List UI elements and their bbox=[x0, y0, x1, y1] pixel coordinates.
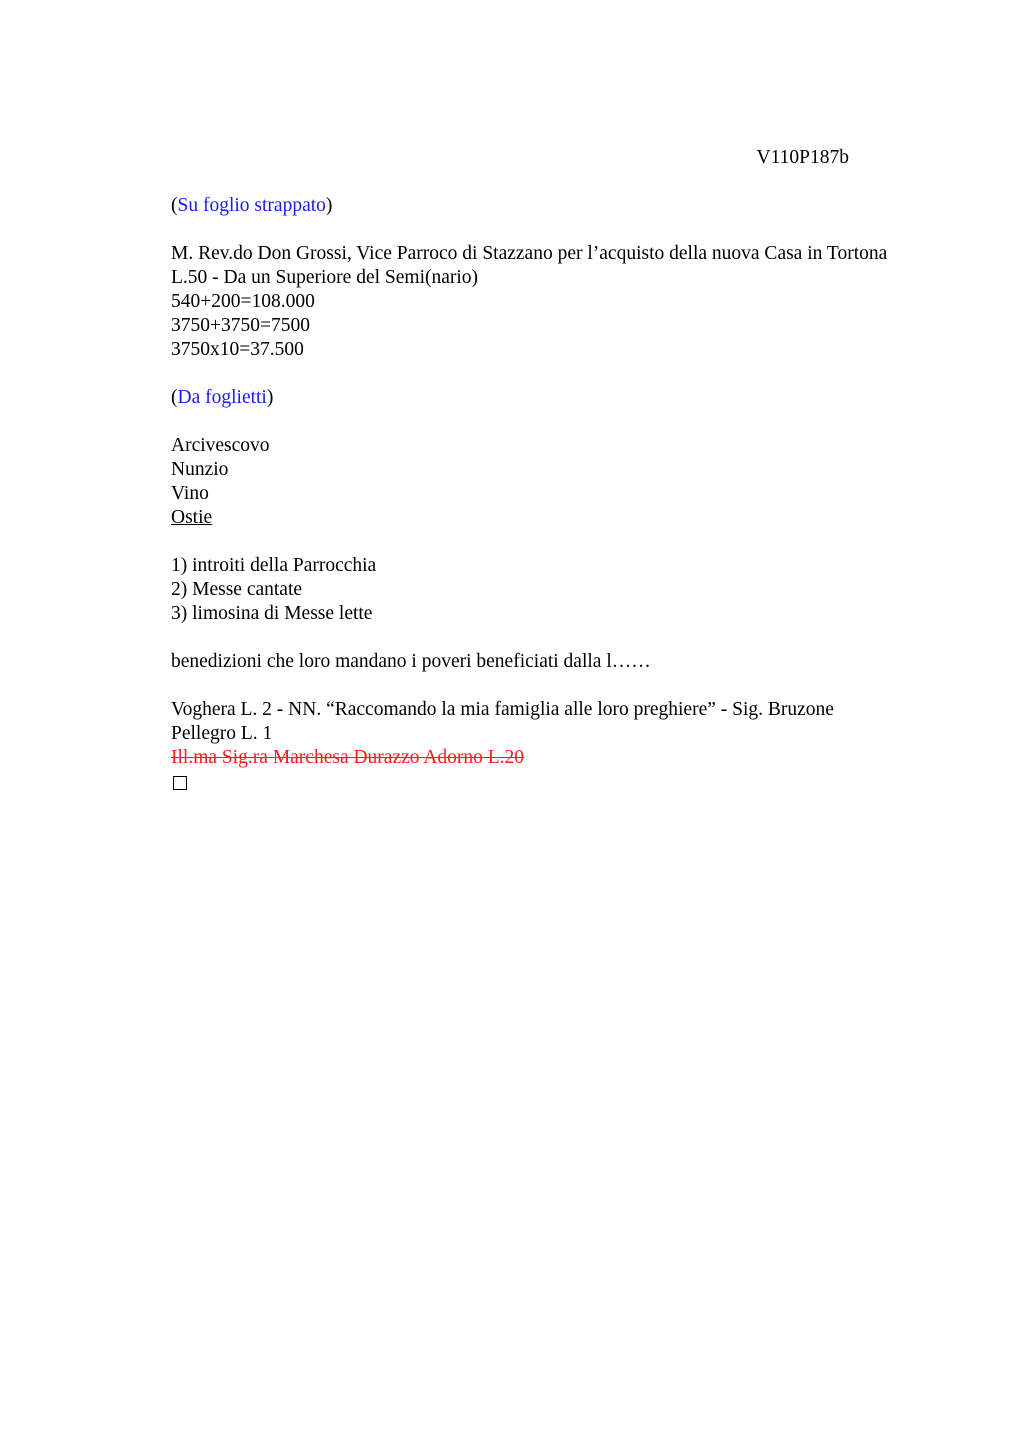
section-heading-torn-sheet bbox=[171, 194, 891, 218]
reference-code: V110P187b bbox=[756, 147, 849, 168]
list-item: 2) Messe cantate bbox=[171, 579, 303, 600]
calc-line: 3750+3750=7500 bbox=[171, 315, 310, 336]
calc-line: 540+200=108.000 bbox=[171, 291, 315, 312]
open-paren: ( bbox=[171, 195, 178, 216]
section-heading-leaflets bbox=[171, 386, 891, 410]
blessings-paragraph bbox=[171, 650, 891, 674]
close-paren: ) bbox=[266, 387, 274, 408]
list-item: Vino bbox=[171, 483, 209, 504]
calc-line: 3750x10=37.500 bbox=[171, 339, 304, 360]
open-paren: ( bbox=[171, 387, 178, 408]
list-item: 3) limosina di Messe lette bbox=[171, 603, 373, 624]
struck-through-line: Ill.ma Sig.ra Marchesa Durazzo Adorno L.20 bbox=[171, 747, 525, 768]
section-label: Su foglio strappato bbox=[177, 195, 326, 216]
underlined-text: Ostie bbox=[171, 507, 213, 528]
offerings-text: Voghera L. 2 - NN. “Raccomando la mia famiglia alle loro preghiere” - Sig. Bruzone Pellegro L. 1 bbox=[171, 699, 834, 744]
recipients-list bbox=[171, 434, 891, 530]
list-item-underlined bbox=[171, 506, 891, 530]
list-item: Nunzio bbox=[171, 459, 229, 480]
blessings-text: benedizioni che loro mandano i poveri beneficiati dalla l…… bbox=[171, 651, 651, 672]
donation-text: M. Rev.do Don Grossi, Vice Parroco di Stazzano per l’acquisto della nuova Casa in Tortona L.50 - Da un Superiore del Semi(nario) bbox=[171, 243, 888, 288]
close-paren: ) bbox=[325, 195, 333, 216]
list-item: 1) introiti della Parrocchia bbox=[171, 555, 377, 576]
section-label: Da foglietti bbox=[177, 387, 267, 408]
document-body bbox=[171, 194, 891, 797]
numbered-list bbox=[171, 554, 891, 626]
donation-paragraph bbox=[171, 242, 891, 362]
empty-checkbox-icon bbox=[173, 776, 187, 790]
offerings-paragraph bbox=[171, 698, 891, 797]
list-item: Arcivescovo bbox=[171, 435, 270, 456]
